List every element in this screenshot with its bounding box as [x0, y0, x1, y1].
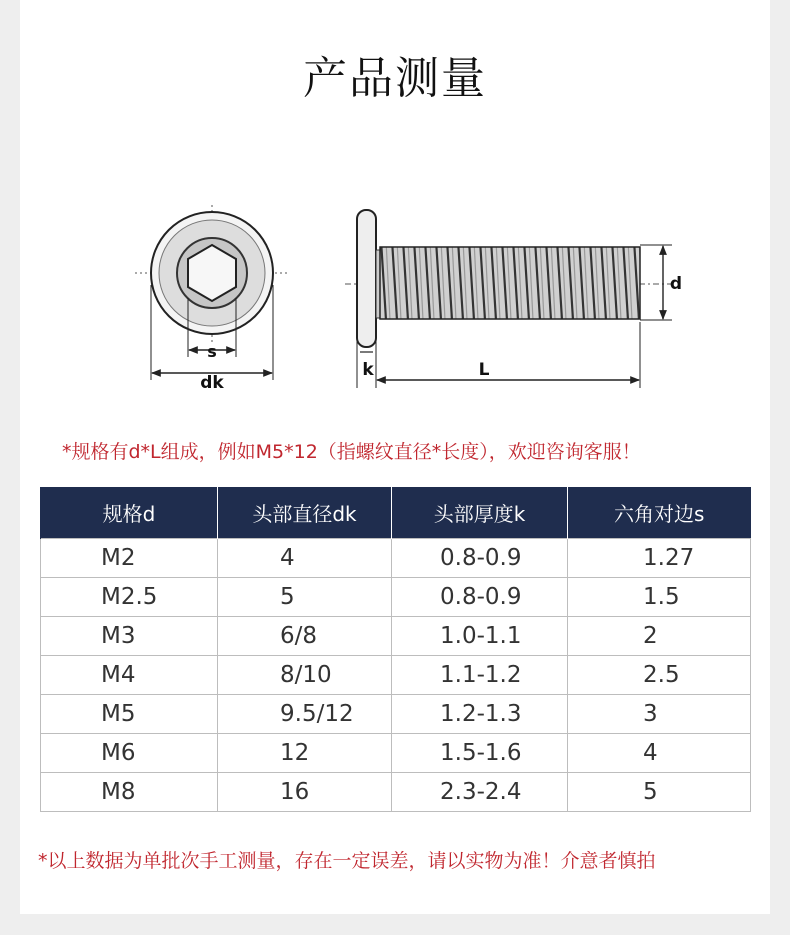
cell-head-diameter: 5	[218, 578, 392, 617]
cell-head-thickness: 0.8-0.9	[392, 539, 568, 578]
cell-hex-size: 1.5	[568, 578, 751, 617]
screw-dimension-diagram	[0, 200, 790, 400]
header-head-thickness: 头部厚度k	[392, 487, 568, 539]
cell-spec: M6	[41, 734, 218, 773]
measurement-disclaimer: *以上数据为单批次手工测量，存在一定误差，请以实物为准！介意者慎拍	[38, 850, 656, 872]
table-row	[41, 734, 751, 773]
cell-head-thickness: 1.1-1.2	[392, 656, 568, 695]
table-row	[41, 617, 751, 656]
table-row	[41, 578, 751, 617]
cell-spec: M4	[41, 656, 218, 695]
table-row	[41, 656, 751, 695]
cell-head-diameter: 16	[218, 773, 392, 812]
cell-head-thickness: 2.3-2.4	[392, 773, 568, 812]
L-dimension-label: L	[478, 360, 490, 380]
d-dimension-label: d	[669, 274, 683, 294]
cell-spec: M5	[41, 695, 218, 734]
k-dimension-label: k	[362, 360, 374, 380]
cell-head-diameter: 9.5/12	[218, 695, 392, 734]
header-hex-size: 六角对边s	[568, 487, 751, 539]
s-dimension-label: s	[207, 342, 217, 361]
cell-head-thickness: 1.2-1.3	[392, 695, 568, 734]
table-row	[41, 695, 751, 734]
table-row	[41, 539, 751, 578]
cell-spec: M2.5	[41, 578, 218, 617]
cell-spec: M3	[41, 617, 218, 656]
page-title: 产品测量	[303, 53, 487, 104]
cell-head-diameter: 4	[218, 539, 392, 578]
cell-head-thickness: 1.0-1.1	[392, 617, 568, 656]
cell-hex-size: 2.5	[568, 656, 751, 695]
spec-table	[40, 487, 751, 812]
cell-head-thickness: 1.5-1.6	[392, 734, 568, 773]
cell-hex-size: 1.27	[568, 539, 751, 578]
cell-hex-size: 2	[568, 617, 751, 656]
cell-head-thickness: 0.8-0.9	[392, 578, 568, 617]
screw-side-view	[345, 210, 675, 388]
dk-dimension-label: dk	[200, 373, 224, 393]
header-spec: 规格d	[41, 487, 218, 539]
header-head-diameter: 头部直径dk	[218, 487, 392, 539]
cell-hex-size: 3	[568, 695, 751, 734]
cell-head-diameter: 8/10	[218, 656, 392, 695]
cell-head-diameter: 6/8	[218, 617, 392, 656]
cell-hex-size: 4	[568, 734, 751, 773]
format-note: *规格有d*L组成，例如M5*12（指螺纹直径*长度），欢迎咨询客服！	[62, 441, 641, 463]
cell-spec: M8	[41, 773, 218, 812]
table-header-row	[41, 487, 751, 539]
cell-hex-size: 5	[568, 773, 751, 812]
cell-head-diameter: 12	[218, 734, 392, 773]
cell-spec: M2	[41, 539, 218, 578]
table-row	[41, 773, 751, 812]
